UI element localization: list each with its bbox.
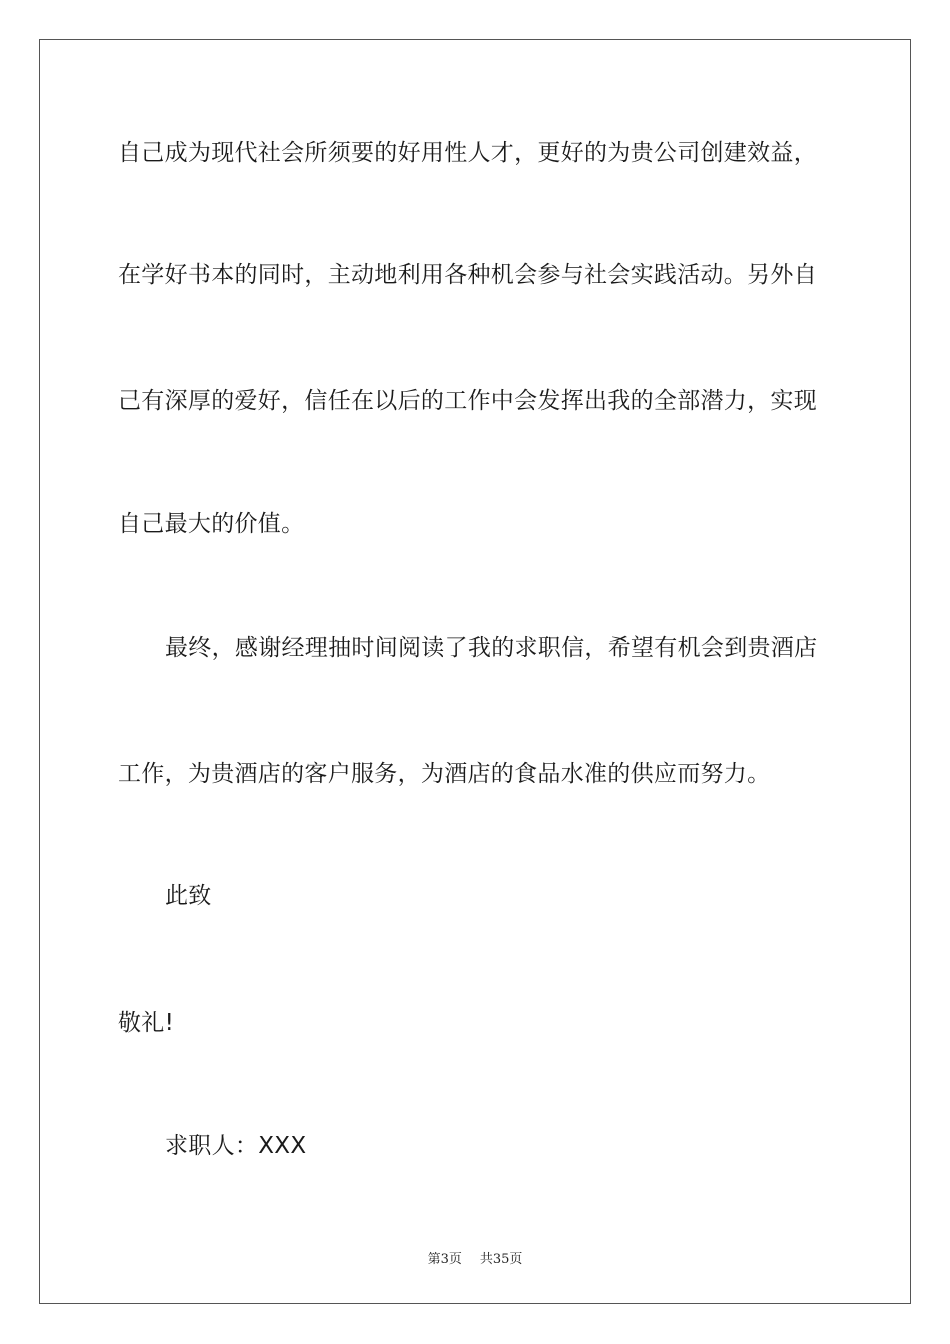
body-line-5: 最终，感谢经理抽时间阅读了我的求职信，希望有机会到贵酒店 <box>165 635 818 661</box>
body-line-3: 己有深厚的爱好，信任在以后的工作中会发挥出我的全部潜力，实现 <box>118 388 817 414</box>
page-footer <box>0 1248 950 1267</box>
body-line-6: 工作，为贵酒店的客户服务，为酒店的食品水准的供应而努力。 <box>118 761 771 787</box>
closing-regards: 敬礼! <box>118 1010 175 1036</box>
page-border <box>39 39 911 1304</box>
closing-salutation: 此致 <box>165 883 212 909</box>
page-total: 共35页 <box>479 1252 523 1267</box>
body-line-1: 自己成为现代社会所须要的好用性人才，更好的为贵公司创建效益， <box>118 140 817 166</box>
signature-line: 求职人：XXX <box>165 1133 307 1159</box>
body-line-4: 自己最大的价值。 <box>118 511 305 537</box>
page-number: 第3页 <box>427 1252 462 1267</box>
body-line-2: 在学好书本的同时，主动地利用各种机会参与社会实践活动。另外自 <box>118 262 817 288</box>
